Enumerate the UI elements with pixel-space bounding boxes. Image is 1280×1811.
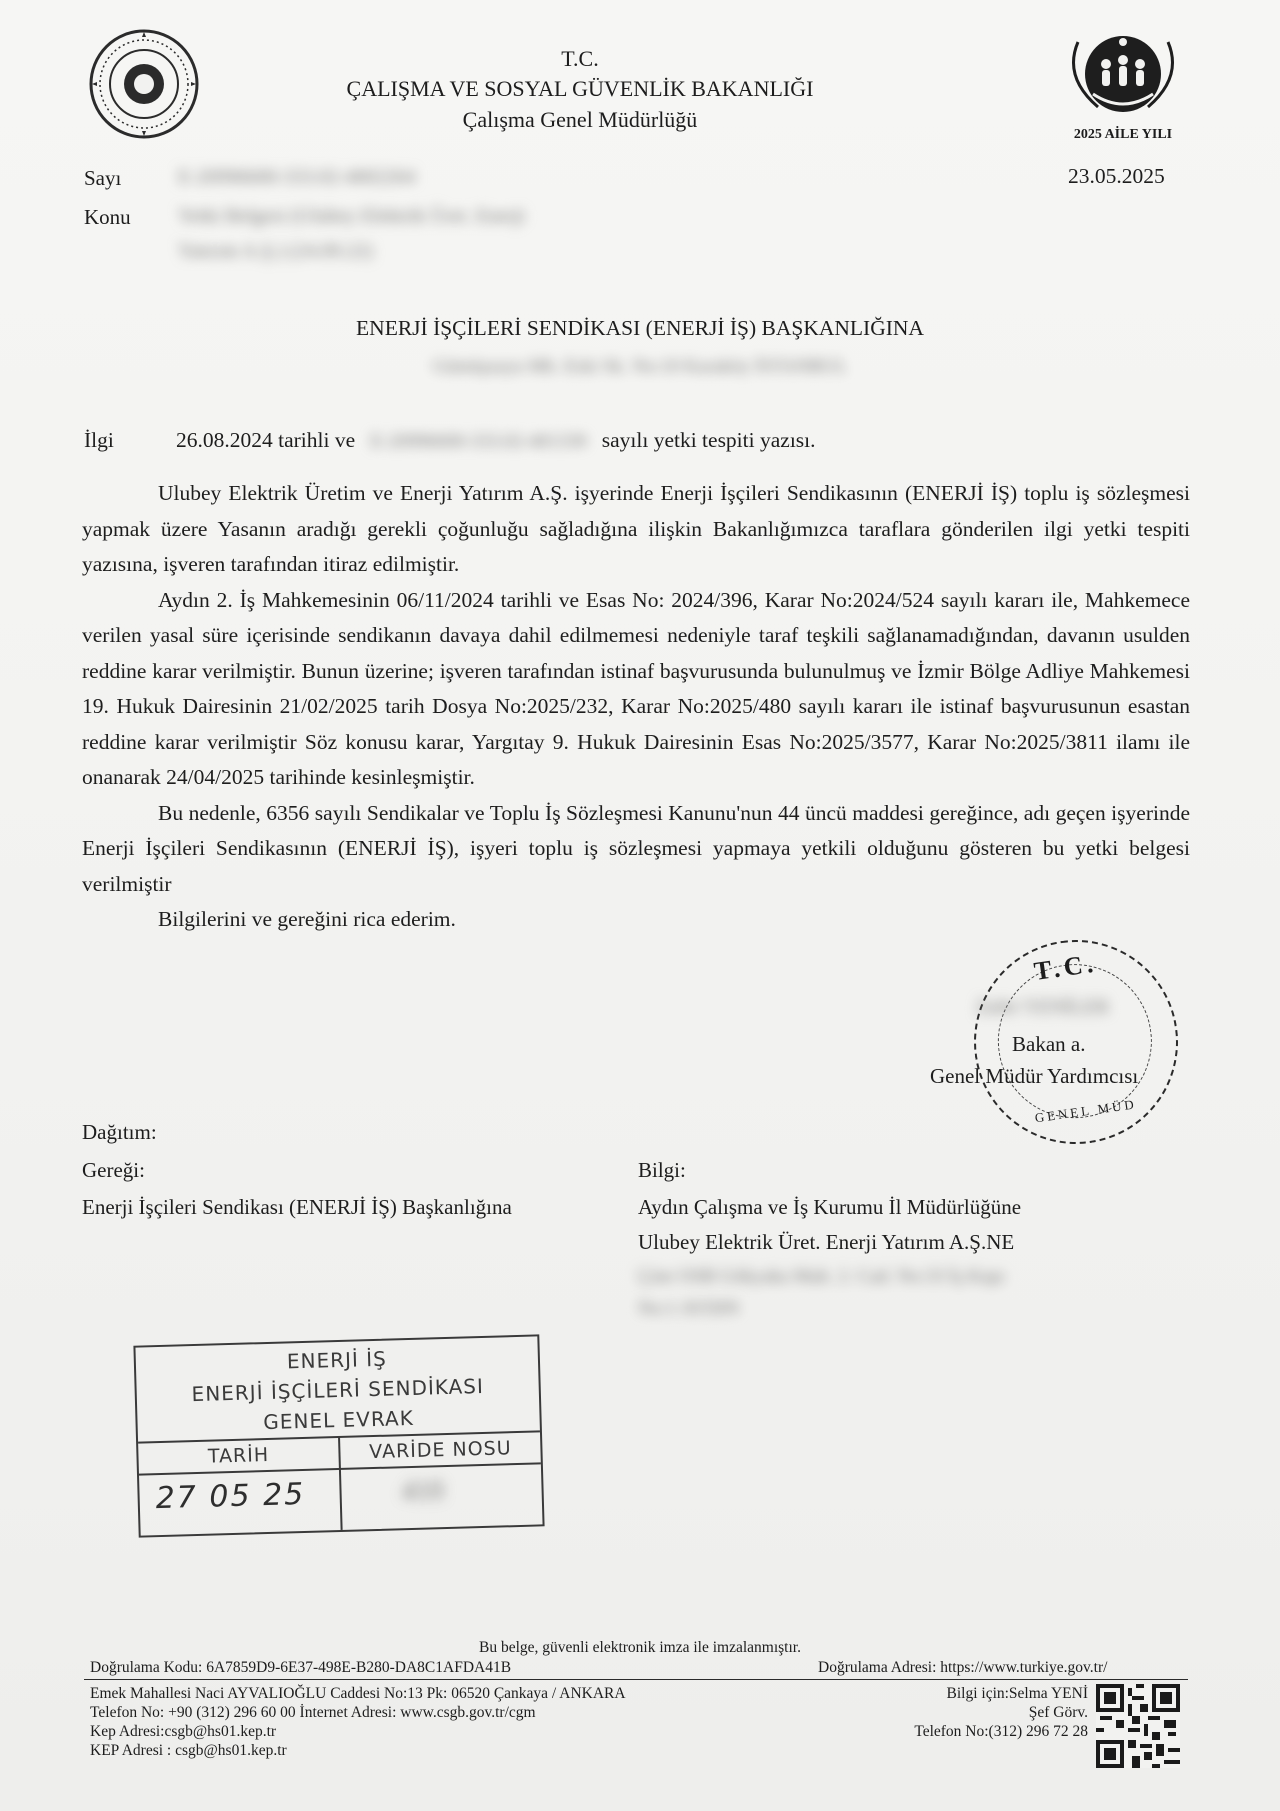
- ilgi-line: [176, 428, 816, 453]
- document-date: 23.05.2025: [1068, 164, 1165, 188]
- ministry-seal-icon: [88, 28, 200, 140]
- recipient-title: ENERJİ İŞÇİLERİ SENDİKASI (ENERJİ İŞ) BAŞKANLIĞINA: [356, 316, 924, 340]
- qr-code: [1096, 1684, 1180, 1768]
- paragraph-3: Bu nedenle, 6356 sayılı Sendikalar ve Toplu İş Sözleşmesi Kanunu'nun 44 üncü maddesi gereğince, adı geçen işyerinde Enerji İşçileri Sendikasının (ENERJİ İŞ), işyeri toplu iş sözleşmesi yapmaya yetkili olduğunu gösteren bu yetki belgesi verilmiştir: [82, 800, 1190, 896]
- stamp-date-handwritten: 27 05 25: [155, 1476, 306, 1517]
- konu-value-1: Yetki Belgesi (Ulubey Elektrik Üret. Enerji: [178, 205, 525, 227]
- footer-address: Emek Mahallesi Naci AYVALIOĞLU Caddesi No:13 Pk: 06520 Çankaya / ANKARA: [90, 1685, 626, 1702]
- stamp-line-1: ENERJİ İŞ: [286, 1346, 388, 1374]
- footer-kep-1: Kep Adresi:csgb@hs01.kep.tr: [90, 1723, 277, 1740]
- konu-value-2: Yatırım A.Ş.) (24.09.22): [178, 240, 373, 262]
- paragraph-1: Ulubey Elektrik Üretim ve Enerji Yatırım A.Ş. işyerinde Enerji İşçileri Sendikasının (ENERJİ İŞ) toplu iş sözleşmesi yapmak üzere Yasanın aradığı gerekli çoğunluğu sağladığına ilişkin Bakanlığımızca taraflara gönderilen ilgi yetki tespiti yazısına, işveren tarafından itiraz edilmiştir.: [82, 481, 1190, 576]
- seal-top-text: T.C.: [1032, 948, 1099, 986]
- header-directorate: Çalışma Genel Müdürlüğü: [462, 107, 698, 132]
- qr-code-icon: [1096, 1684, 1180, 1768]
- konu-label: Konu: [84, 205, 131, 229]
- bilgi-address-1: Çine OSB Gökyaka Mah. 2. Cad. No:33 İş Kapı: [638, 1266, 1005, 1287]
- ilgi-before: 26.08.2024 tarihli ve: [176, 428, 356, 452]
- ilgi-ref: E-20996600-333.02-401339: [370, 431, 587, 452]
- bilgi-recipient-1: Aydın Çalışma ve İş Kurumu İl Müdürlüğüne: [638, 1195, 1022, 1219]
- header-tc: T.C.: [561, 46, 599, 71]
- sayi-label: Sayı: [84, 166, 122, 190]
- geregi-label: Gereği:: [82, 1158, 145, 1182]
- paragraph-2: Aydın 2. İş Mahkemesinin 06/11/2024 tarihli ve Esas No: 2024/396, Karar No:2024/524 sayılı kararı ile, Mahkemece verilen yasal süre içerisinde sendikanın davaya dahil edilmemesi nedeniyle taraf teşkili sağlanamadığından, davanın usulden reddine karar verilmiştir. Bunun üzerine; işveren tarafından istinaf başvurusunda bulunulmuş ve İzmir Bölge Adliye Mahkemesi 19. Hukuk Dairesinin 21/02/2025 tarih Dosya No:2025/232, Karar No:2025/480 sayılı kararı ile istinaf başvurusunun esastan reddine karar verilmiştir Söz konusu karar, Yargıtay 9. Hukuk Dairesinin Esas No:2025/3577, Karar No:2025/3811 ilamı ile onanarak 24/04/2025 tarihinde kesinleşmiştir.: [82, 587, 1190, 789]
- footer-info-role: Şef Görv.: [1028, 1704, 1088, 1721]
- stamp-line-3: GENEL EVRAK: [263, 1405, 415, 1435]
- letter-body: [82, 476, 1190, 938]
- bilgi-recipient-2: Ulubey Elektrik Üret. Enerji Yatırım A.Ş.NE: [638, 1230, 1015, 1254]
- signature-line-2: Genel Müdür Yardımcısı: [930, 1064, 1139, 1088]
- seal-bottom-text: GENEL MÜD: [1033, 1096, 1138, 1126]
- signer-name: Zafer YENİLER: [976, 996, 1110, 1018]
- family-year-icon: [1058, 22, 1188, 122]
- ilgi-after: sayılı yetki tespiti yazısı.: [601, 428, 816, 452]
- stamp-col-tarih: TARİH: [207, 1443, 270, 1468]
- footer-kep-2: KEP Adresi : csgb@hs01.kep.tr: [90, 1742, 287, 1759]
- footer-info-phone: Telefon No:(312) 296 72 28: [914, 1723, 1088, 1740]
- family-year-label: 2025 AİLE YILI: [1073, 127, 1173, 142]
- family-year-logo: [1058, 22, 1188, 122]
- stamp-line-2: ENERJİ İŞÇİLERİ SENDİKASI: [191, 1373, 485, 1407]
- esign-note: Bu belge, güvenli elektronik imza ile imzalanmıştır.: [479, 1639, 801, 1656]
- bilgi-label: Bilgi:: [638, 1158, 686, 1182]
- bilgi-address-2: No:1 AYDIN: [638, 1298, 740, 1319]
- signature-line-1: Bakan a.: [1012, 1032, 1086, 1056]
- geregi-recipient: Enerji İşçileri Sendikası (ENERJİ İŞ) Başkanlığına: [82, 1195, 512, 1219]
- paragraph-4: Bilgilerini ve gereğini rica ederim.: [158, 907, 456, 931]
- footer-phone: Telefon No: +90 (312) 296 60 00 İnternet Adresi: www.csgb.gov.tr/cgm: [90, 1704, 536, 1721]
- footer-info-contact: Bilgi için:Selma YENİ: [946, 1685, 1088, 1702]
- footer-divider: [84, 1679, 1188, 1680]
- ilgi-label: İlgi: [84, 428, 114, 452]
- verification-address: Doğrulama Adresi: https://www.turkiye.gov.tr/: [818, 1659, 1108, 1676]
- distribution-title: Dağıtım:: [82, 1120, 157, 1144]
- stamp-no-handwritten: 410: [401, 1475, 444, 1508]
- recipient-address: Gümüşsuyu Mh. Eski Sk. No:10 Karaköy İSTANBUL: [432, 356, 848, 377]
- header-ministry: ÇALIŞMA VE SOSYAL GÜVENLİK BAKANLIĞI: [346, 76, 814, 101]
- registry-stamp: [133, 1334, 544, 1537]
- stamp-col-varide: VARİDE NOSU: [368, 1437, 512, 1464]
- sayi-value: E-20996600-333.02-4002264: [178, 166, 416, 188]
- ministry-logo: [88, 28, 200, 140]
- verification-code: Doğrulama Kodu: 6A7859D9-6E37-498E-B280-DA8C1AFDA41B: [90, 1659, 512, 1676]
